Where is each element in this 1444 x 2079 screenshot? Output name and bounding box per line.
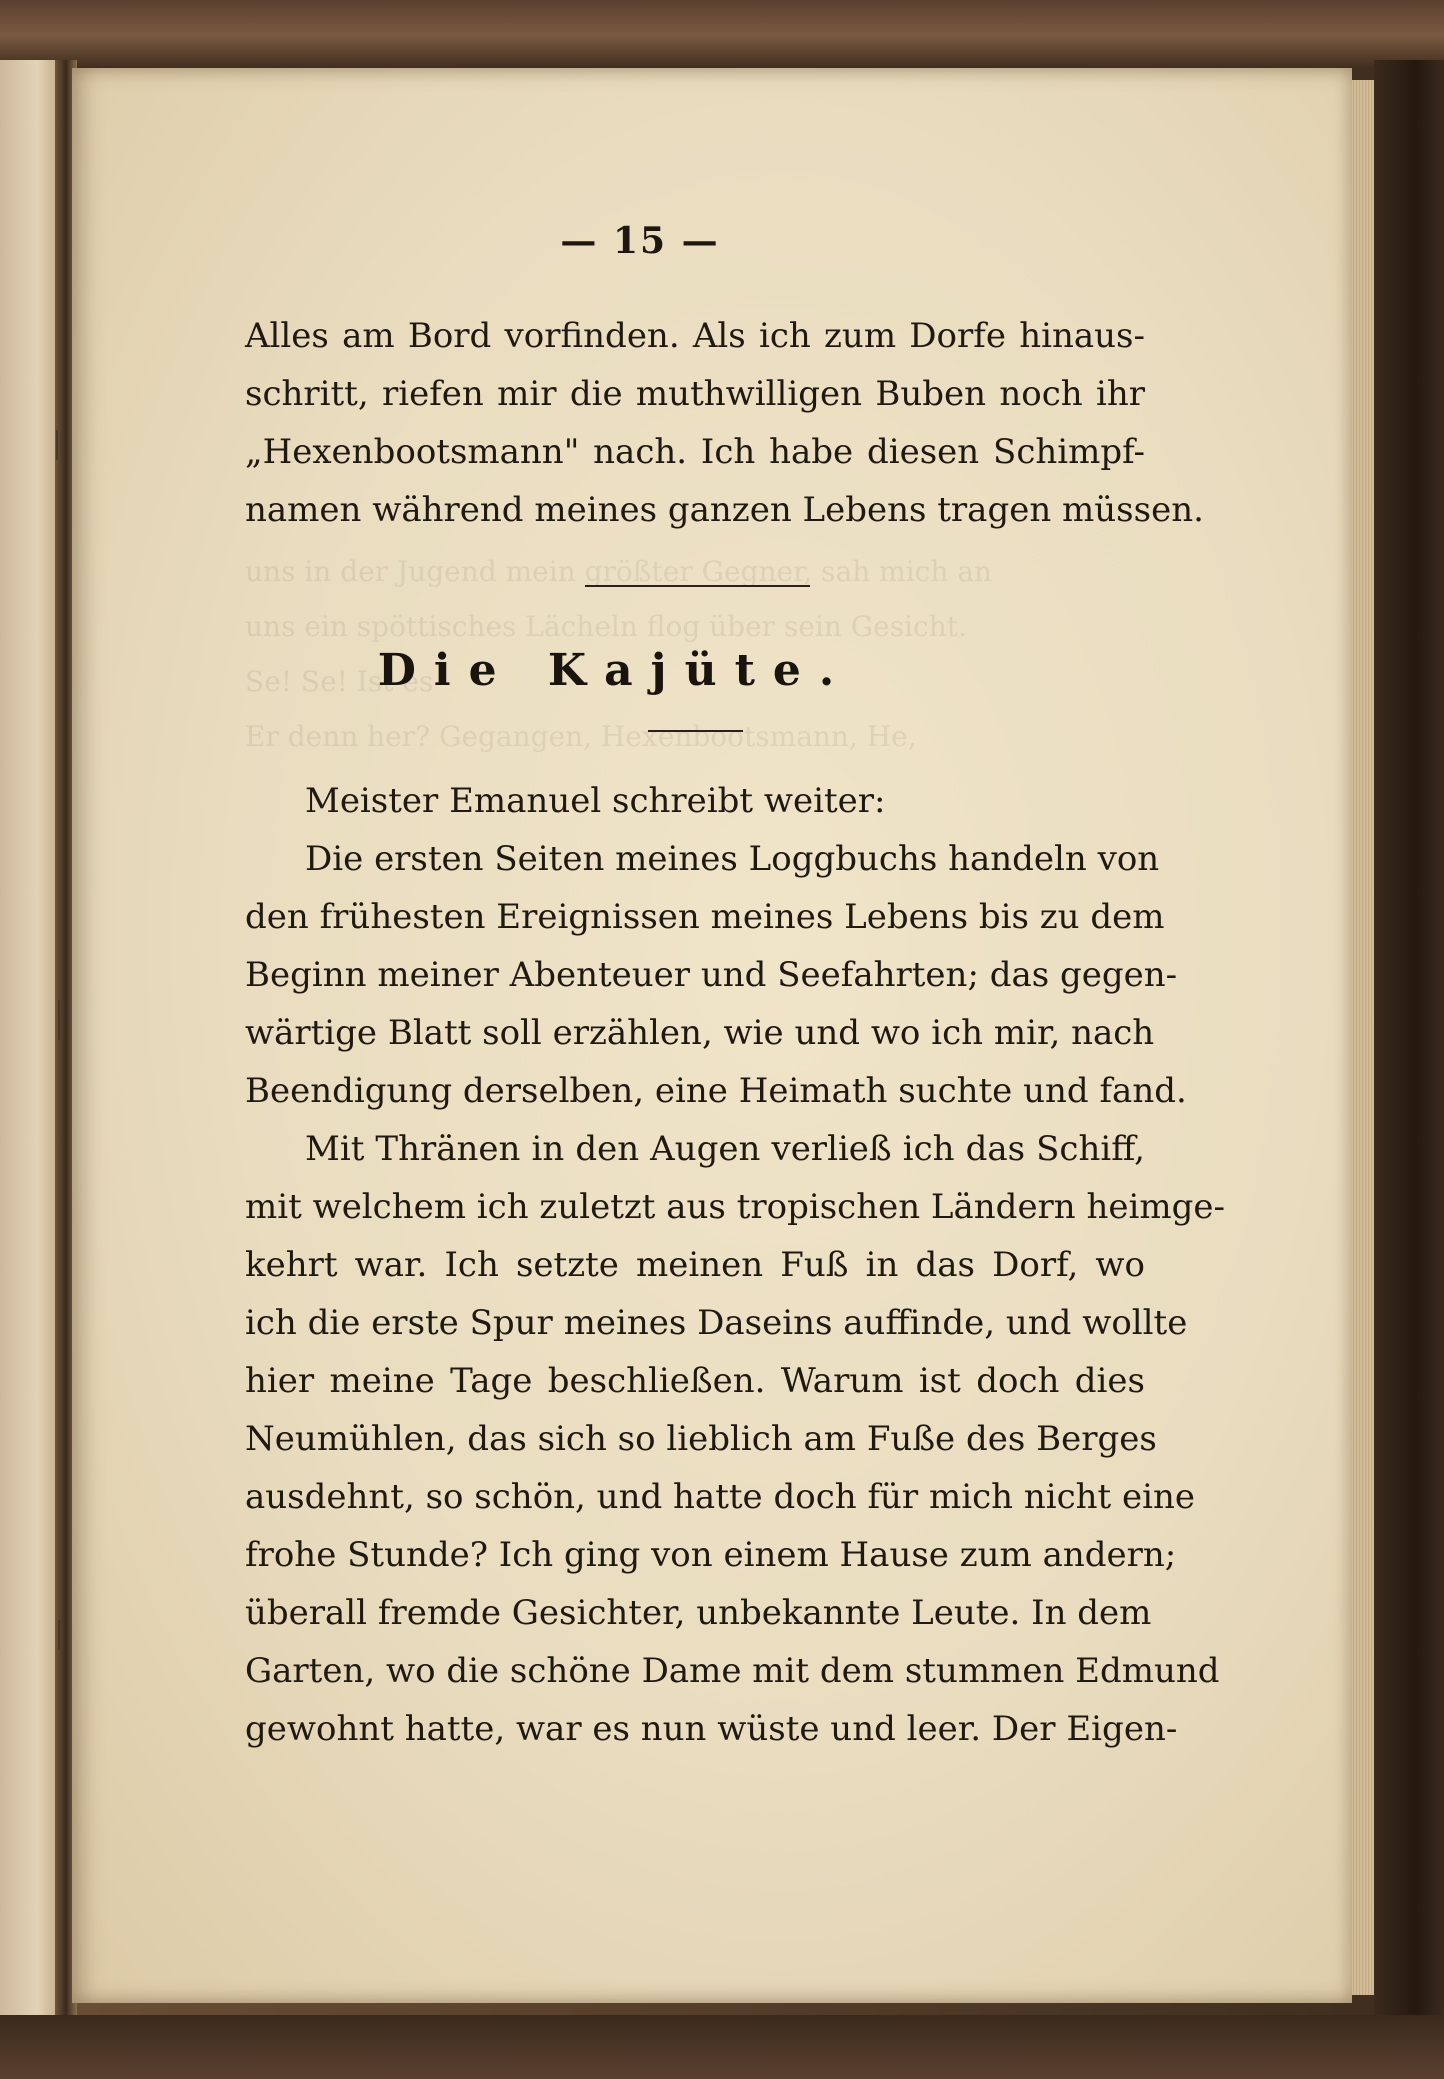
book-cover-top [0,0,1444,70]
show-through: Se! Se! Ist es [245,665,434,698]
margin-mark [58,1000,60,1040]
text-line: „Hexenbootsmann" nach. Ich habe diesen Schimpf- [245,432,1145,472]
text-line: namen während meines ganzen Lebens tragen müssen. [245,490,1204,530]
chapter-title: Die Kajüte. [377,645,853,696]
text-line: Neumühlen, das sich so lieblich am Fuße des Berges [245,1419,1157,1459]
text-line: hier meine Tage beschließen. Warum ist doch dies [245,1361,1145,1401]
text-line: Mit Thränen in den Augen verließ ich das Schiff, [305,1129,1145,1169]
text-line: Alles am Bord vorfinden. Als ich zum Dorfe hinaus- [245,316,1145,356]
text-line: Beginn meiner Abenteuer und Seefahrten; das gegen- [245,955,1178,995]
book-cover-bottom [0,2015,1444,2079]
page-number: — 15 — [560,220,720,262]
facing-page-edge [0,60,62,2020]
text-line: Beendigung derselben, eine Heimath suchte und fand. [245,1071,1187,1111]
text-line: überall fremde Gesichter, unbekannte Leute. In dem [245,1593,1152,1633]
title-underline [648,730,743,732]
text-line: ich die erste Spur meines Daseins auffinde, und wollte [245,1303,1188,1343]
text-line: wärtige Blatt soll erzählen, wie und wo ich mir, nach [245,1013,1155,1053]
show-through: uns in der Jugend mein größter Gegner, sah mich an [245,555,993,588]
show-through: uns ein spöttisches Lächeln flog über sein Gesicht. [245,610,967,643]
text-line: kehrt war. Ich setzte meinen Fuß in das Dorf, wo [245,1245,1145,1285]
show-through: Er denn her? Gegangen, Hexenbootsmann, He, [245,720,917,753]
section-divider [585,585,810,587]
text-line: Meister Emanuel schreibt weiter: [305,781,886,821]
margin-mark [56,430,58,460]
text-line: Die ersten Seiten meines Loggbuchs handeln von [305,839,1160,879]
text-line: den frühesten Ereignissen meines Lebens bis zu dem [245,897,1165,937]
text-line: frohe Stunde? Ich ging von einem Hause zum andern; [245,1535,1177,1575]
text-line: mit welchem ich zuletzt aus tropischen Ländern heimge- [245,1187,1226,1227]
margin-mark [58,1620,60,1650]
text-line: gewohnt hatte, war es nun wüste und leer. Der Eigen- [245,1709,1178,1749]
page-stack-edge [1352,80,1374,1995]
text-line: schritt, riefen mir die muthwilligen Buben noch ihr [245,374,1145,414]
text-line: Garten, wo die schöne Dame mit dem stummen Edmund [245,1651,1220,1691]
book-cover-right [1374,60,1444,2020]
text-line: ausdehnt, so schön, und hatte doch für mich nicht eine [245,1477,1196,1517]
